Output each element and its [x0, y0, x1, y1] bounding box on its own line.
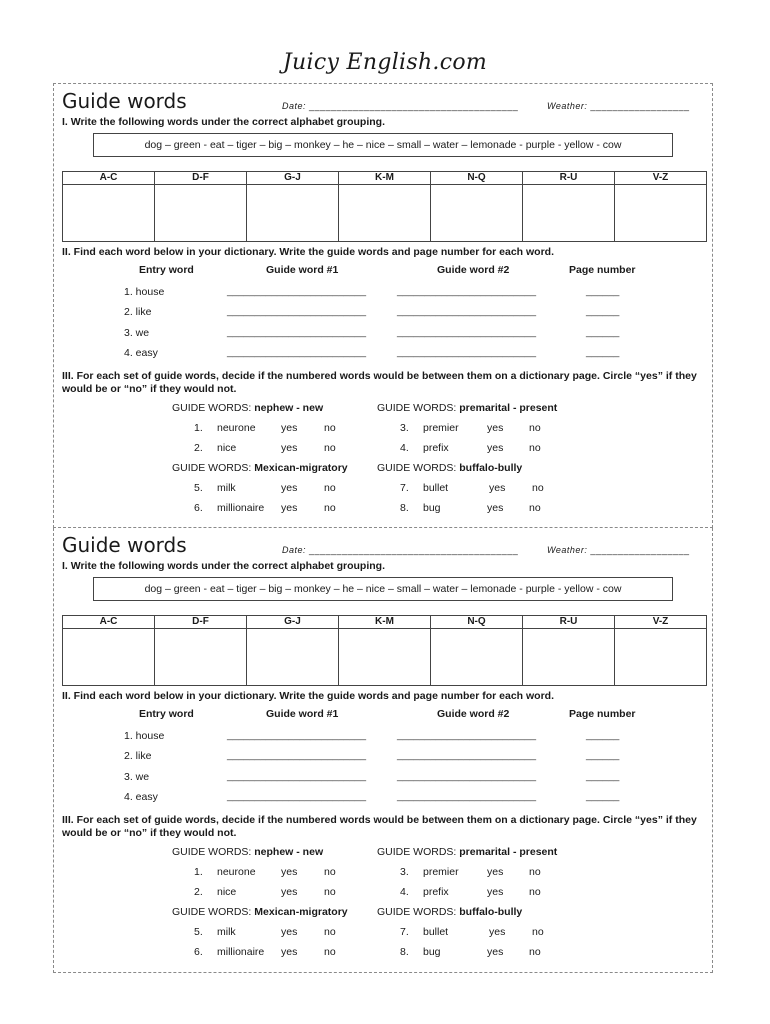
- section-3-instruction: III. For each set of guide words, decide if the numbered words would be between them on a dictionary page. Circle “yes” if they would be or “no” if they would not.: [62, 814, 697, 839]
- yes-option[interactable]: yes: [281, 482, 298, 494]
- no-option[interactable]: no: [324, 422, 336, 434]
- yes-option[interactable]: yes: [281, 422, 298, 434]
- page-number-blank[interactable]: ______: [586, 791, 620, 802]
- guide-words-set-3: [172, 906, 348, 918]
- yes-option[interactable]: yes: [281, 946, 298, 958]
- guide-words-pair: buffalo-bully: [459, 462, 523, 474]
- yes-option[interactable]: yes: [487, 946, 504, 958]
- guide-word-1-blank[interactable]: _________________________: [227, 306, 367, 317]
- guide-word-2-header: Guide word #2: [437, 264, 510, 276]
- item-number: 8.: [400, 946, 409, 958]
- column-header: K-M: [339, 616, 431, 629]
- guide-words-set-4: [377, 906, 522, 918]
- guide-word-2-blank[interactable]: _________________________: [397, 327, 537, 338]
- item-number: 5.: [194, 482, 203, 494]
- section-3-instruction: III. For each set of guide words, decide if the numbered words would be between them on a dictionary page. Circle “yes” if they would be or “no” if they would not.: [62, 370, 697, 395]
- no-option[interactable]: no: [324, 482, 336, 494]
- entry-word: 2. like: [124, 306, 152, 318]
- item-number: 7.: [400, 482, 409, 494]
- item-word: bullet: [423, 482, 449, 494]
- item-number: 3.: [400, 866, 409, 878]
- column-header: G-J: [247, 172, 339, 185]
- yes-option[interactable]: yes: [487, 886, 504, 898]
- item-number: 2.: [194, 886, 203, 898]
- column-header: D-F: [155, 616, 247, 629]
- guide-word-1-header: Guide word #1: [266, 708, 339, 720]
- column-header: A-C: [63, 172, 155, 185]
- guide-word-2-blank[interactable]: _________________________: [397, 730, 537, 741]
- guide-words-pair: Mexican-migratory: [254, 462, 348, 474]
- section-2-instruction: II. Find each word below in your dictionary. Write the guide words and page number for each word.: [62, 246, 555, 258]
- no-option[interactable]: no: [324, 926, 336, 938]
- column-header: R-U: [523, 172, 615, 185]
- guide-words-prefix: GUIDE WORDS:: [172, 402, 252, 414]
- no-option[interactable]: no: [529, 442, 541, 454]
- no-option[interactable]: no: [529, 886, 541, 898]
- worksheet-top: [53, 83, 713, 528]
- page-number-blank[interactable]: ______: [586, 730, 620, 741]
- item-number: 7.: [400, 926, 409, 938]
- item-word: bug: [423, 502, 441, 514]
- yes-option[interactable]: yes: [281, 502, 298, 514]
- guide-words-pair: nephew - new: [254, 846, 324, 858]
- guide-words-prefix: GUIDE WORDS:: [377, 846, 457, 858]
- no-option[interactable]: no: [529, 422, 541, 434]
- yes-option[interactable]: yes: [487, 442, 504, 454]
- item-number: 4.: [400, 442, 409, 454]
- answer-cell[interactable]: [155, 629, 247, 686]
- answer-cell[interactable]: [247, 185, 339, 242]
- yes-option[interactable]: yes: [489, 926, 506, 938]
- answer-cell[interactable]: [339, 629, 431, 686]
- answer-cell[interactable]: [523, 185, 615, 242]
- yes-option[interactable]: yes: [487, 422, 504, 434]
- weather-field: [547, 101, 689, 111]
- guide-words-pair: premarital - present: [459, 402, 558, 414]
- weather-field: [547, 545, 689, 555]
- item-word: bullet: [423, 926, 449, 938]
- entry-word: 3. we: [124, 327, 150, 339]
- item-word: nice: [217, 886, 237, 898]
- item-number: 2.: [194, 442, 203, 454]
- page-number-blank[interactable]: ______: [586, 750, 620, 761]
- guide-words-pair: premarital - present: [459, 846, 558, 858]
- guide-words-pair: Mexican-migratory: [254, 906, 348, 918]
- guide-word-2-blank[interactable]: _________________________: [397, 791, 537, 802]
- entry-word: 3. we: [124, 771, 150, 783]
- weather-blank: __________________: [590, 101, 690, 111]
- guide-word-2-blank[interactable]: _________________________: [397, 306, 537, 317]
- no-option[interactable]: no: [324, 442, 336, 454]
- yes-option[interactable]: yes: [281, 926, 298, 938]
- entry-word: 4. easy: [124, 347, 158, 359]
- column-header: V-Z: [615, 172, 707, 185]
- yes-option[interactable]: yes: [487, 866, 504, 878]
- guide-words-prefix: GUIDE WORDS:: [172, 462, 252, 474]
- item-number: 1.: [194, 866, 203, 878]
- worksheet-title: Guide words: [62, 533, 187, 557]
- page-number-blank[interactable]: ______: [586, 327, 620, 338]
- yes-option[interactable]: yes: [281, 886, 298, 898]
- date-blank: ______________________________________: [309, 545, 519, 555]
- item-word: bug: [423, 946, 441, 958]
- guide-word-2-blank[interactable]: _________________________: [397, 750, 537, 761]
- date-blank: ______________________________________: [309, 101, 519, 111]
- item-word: prefix: [423, 442, 449, 454]
- date-field: [282, 545, 518, 555]
- worksheet-bottom: [53, 528, 713, 973]
- guide-word-1-header: Guide word #1: [266, 264, 339, 276]
- entry-word: 1. house: [124, 730, 165, 742]
- item-number: 3.: [400, 422, 409, 434]
- guide-words-prefix: GUIDE WORDS:: [377, 402, 457, 414]
- weather-label: Weather:: [547, 545, 588, 555]
- no-option[interactable]: no: [324, 866, 336, 878]
- item-word: millionaire: [217, 946, 265, 958]
- guide-words-pair: nephew - new: [254, 402, 324, 414]
- site-title: Juicy English.com: [282, 50, 488, 75]
- item-word: premier: [423, 422, 459, 434]
- item-number: 6.: [194, 946, 203, 958]
- guide-word-1-blank[interactable]: _________________________: [227, 327, 367, 338]
- section-1-instruction: I. Write the following words under the correct alphabet grouping.: [62, 560, 385, 572]
- item-word: milk: [217, 482, 236, 494]
- guide-words-prefix: GUIDE WORDS:: [377, 462, 457, 474]
- guide-word-1-blank[interactable]: _________________________: [227, 286, 367, 297]
- item-number: 1.: [194, 422, 203, 434]
- column-header: K-M: [339, 172, 431, 185]
- column-header: V-Z: [615, 616, 707, 629]
- item-word: premier: [423, 866, 459, 878]
- section-2-instruction: II. Find each word below in your dictionary. Write the guide words and page number for each word.: [62, 690, 555, 702]
- column-header: G-J: [247, 616, 339, 629]
- guide-words-set-4: [377, 462, 522, 474]
- yes-option[interactable]: yes: [281, 866, 298, 878]
- answer-cell[interactable]: [523, 629, 615, 686]
- guide-word-1-blank[interactable]: _________________________: [227, 750, 367, 761]
- section-1-instruction: I. Write the following words under the correct alphabet grouping.: [62, 116, 385, 128]
- yes-option[interactable]: yes: [489, 482, 506, 494]
- guide-words-pair: buffalo-bully: [459, 906, 523, 918]
- answer-cell[interactable]: [247, 629, 339, 686]
- column-header: N-Q: [431, 172, 523, 185]
- date-label: Date:: [282, 545, 307, 555]
- guide-word-1-blank[interactable]: _________________________: [227, 771, 367, 782]
- guide-words-set-3: [172, 462, 348, 474]
- answer-cell[interactable]: [431, 185, 523, 242]
- page-number-header: Page number: [569, 264, 636, 276]
- entry-word-header: Entry word: [139, 264, 194, 276]
- no-option[interactable]: no: [324, 946, 336, 958]
- no-option[interactable]: no: [324, 886, 336, 898]
- guide-words-set-2: [377, 846, 557, 858]
- guide-word-2-blank[interactable]: _________________________: [397, 286, 537, 297]
- guide-word-1-blank[interactable]: _________________________: [227, 791, 367, 802]
- page-number-blank[interactable]: ______: [586, 347, 620, 358]
- item-word: prefix: [423, 886, 449, 898]
- guide-word-2-header: Guide word #2: [437, 708, 510, 720]
- page-number-blank[interactable]: ______: [586, 286, 620, 297]
- guide-word-1-blank[interactable]: _________________________: [227, 730, 367, 741]
- date-field: [282, 101, 518, 111]
- answer-cell[interactable]: [615, 629, 707, 686]
- no-option[interactable]: no: [532, 926, 544, 938]
- guide-words-set-1: [172, 402, 323, 414]
- column-header: D-F: [155, 172, 247, 185]
- item-word: nice: [217, 442, 237, 454]
- weather-label: Weather:: [547, 101, 588, 111]
- yes-option[interactable]: yes: [487, 502, 504, 514]
- page-number-blank[interactable]: ______: [586, 306, 620, 317]
- page-number-blank[interactable]: ______: [586, 771, 620, 782]
- item-number: 4.: [400, 886, 409, 898]
- item-word: neurone: [217, 422, 256, 434]
- answer-cell[interactable]: [155, 185, 247, 242]
- no-option[interactable]: no: [324, 502, 336, 514]
- guide-words-set-2: [377, 402, 557, 414]
- entry-word: 2. like: [124, 750, 152, 762]
- no-option[interactable]: no: [532, 482, 544, 494]
- alphabet-grouping-table: [62, 615, 707, 686]
- word-list-box: dog – green - eat – tiger – big – monkey – he – nice – small – water – lemonade - purple - yellow - cow: [93, 133, 673, 157]
- no-option[interactable]: no: [529, 502, 541, 514]
- date-label: Date:: [282, 101, 307, 111]
- column-header: A-C: [63, 616, 155, 629]
- word-list-box: dog – green - eat – tiger – big – monkey – he – nice – small – water – lemonade - purple - yellow - cow: [93, 577, 673, 601]
- weather-blank: __________________: [590, 545, 690, 555]
- guide-words-prefix: GUIDE WORDS:: [172, 906, 252, 918]
- entry-word-header: Entry word: [139, 708, 194, 720]
- answer-cell[interactable]: [339, 185, 431, 242]
- item-word: neurone: [217, 866, 256, 878]
- guide-word-2-blank[interactable]: _________________________: [397, 771, 537, 782]
- alphabet-grouping-table: [62, 171, 707, 242]
- item-number: 5.: [194, 926, 203, 938]
- entry-word: 4. easy: [124, 791, 158, 803]
- entry-word: 1. house: [124, 286, 165, 298]
- answer-cell[interactable]: [63, 629, 155, 686]
- item-number: 8.: [400, 502, 409, 514]
- item-number: 6.: [194, 502, 203, 514]
- guide-word-2-blank[interactable]: _________________________: [397, 347, 537, 358]
- guide-word-1-blank[interactable]: _________________________: [227, 347, 367, 358]
- page-number-header: Page number: [569, 708, 636, 720]
- answer-cell[interactable]: [431, 629, 523, 686]
- no-option[interactable]: no: [529, 946, 541, 958]
- answer-cell[interactable]: [63, 185, 155, 242]
- no-option[interactable]: no: [529, 866, 541, 878]
- guide-words-prefix: GUIDE WORDS:: [172, 846, 252, 858]
- column-header: N-Q: [431, 616, 523, 629]
- yes-option[interactable]: yes: [281, 442, 298, 454]
- guide-words-prefix: GUIDE WORDS:: [377, 906, 457, 918]
- worksheet-title: Guide words: [62, 89, 187, 113]
- item-word: millionaire: [217, 502, 265, 514]
- answer-cell[interactable]: [615, 185, 707, 242]
- guide-words-set-1: [172, 846, 323, 858]
- column-header: R-U: [523, 616, 615, 629]
- item-word: milk: [217, 926, 236, 938]
